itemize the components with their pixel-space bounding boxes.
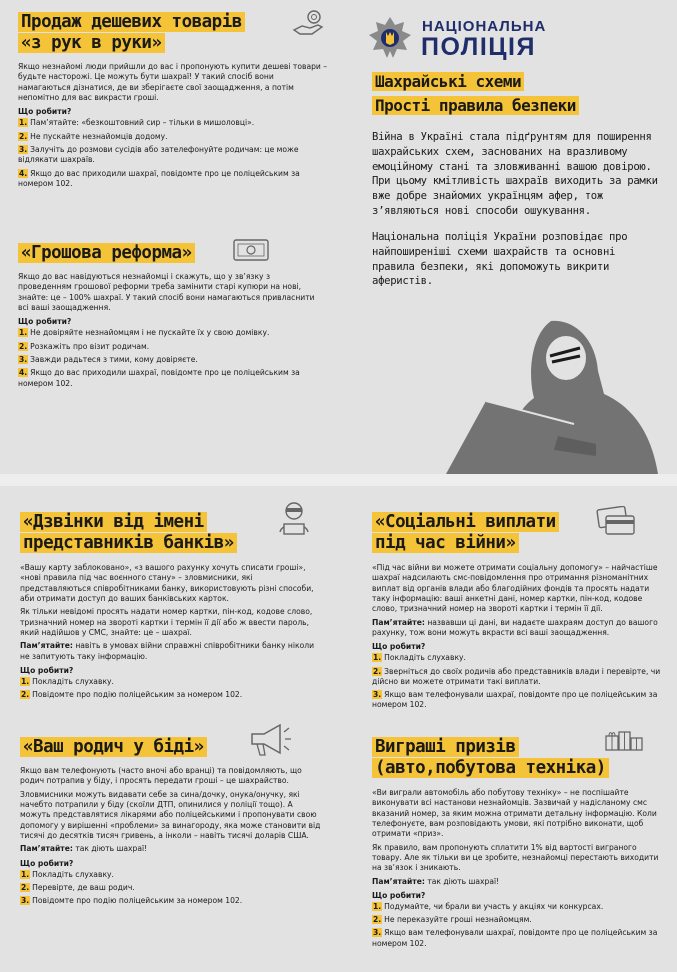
section-text: Як тільки невідомі просять надати номер картки, пін-код, кодове слово, тризначний номер на звороті картки і термін її дії або ж ввести пароль, який надійшов у СМС, знайте: це – шахраї. — [20, 607, 313, 637]
section-title: Продаж дешевих товарів «з рук в руки» — [18, 12, 328, 54]
list-item: 2. Перевірте, де ваш родич. — [21, 882, 135, 892]
list-item: 4. Якщо до вас приходили шахраї, повідомте про це поліцейським за номером 102. — [18, 168, 300, 188]
what-to-do-label: Що робити? — [20, 858, 74, 868]
list-item: 1. Покладіть слухавку. — [21, 676, 114, 686]
intro-title: Шахрайські схеми Прості правила безпеки — [372, 70, 662, 118]
gift-boxes-icon — [604, 726, 644, 752]
list-item: 2. Не пускайте незнайомців додому. — [19, 131, 168, 141]
list-item: 1. Не довіряйте незнайомцям і не пускайте їх у свою домівку. — [19, 328, 270, 338]
reform-list — [18, 328, 318, 389]
list-item: 1. Покладіть слухавку. — [21, 869, 114, 879]
logo-line2: ПОЛІЦІЯ — [421, 33, 536, 61]
section-social-payments — [372, 512, 664, 714]
section-text: Якщо вам телефонують (часто вночі або вранці) та повідомляють, що родич потрапив у біду, і просять передати гроші – це шахрайство. — [20, 766, 302, 786]
remember-note: Пам’ятайте: навіть в умовах війни справжні співробітники банку ніколи не запитують таку інформацію. — [20, 641, 315, 661]
intro-paragraph-1: Війна в Україні стала підґрунтям для поширення шахрайських схем, заснованих на вразливому емоційному стані та зловживанні вашою довірою. При цьому кмітливість шахраїв виходить за рамки вже добре знайомих українцям афер, тож з’являються нові способи ошукування. — [372, 131, 658, 218]
list-item: 4. Якщо до вас приходили шахраї, повідомте про це поліцейським за номером 102. — [18, 368, 300, 388]
section-divider — [0, 474, 677, 486]
intro-block — [372, 70, 662, 289]
top-half — [0, 0, 677, 474]
list-item: 3. Залучіть до розмови сусідів або зателефонуйте родичам: це може відлякати шахраїв. — [18, 144, 299, 165]
list-item: 1. Покладіть слухавку. — [373, 653, 466, 663]
what-to-do-label: Що робити? — [20, 665, 74, 675]
list-item: 1. Подумайте, чи брали ви участь у акціях чи конкурсах. — [373, 901, 604, 911]
remember-note: Пам’ятайте: назвавши ці дані, ви надаєте шахраям доступ до вашого рахунку, тож вони можуть вкрасти всі ваші заощадження. — [372, 617, 658, 637]
banknote-icon — [232, 236, 272, 264]
police-logo — [368, 16, 628, 60]
section-text: «Ви виграли автомобіль або побутову техніку» – не поспішайте виконувати всі настанови незнайомців. Зазвичай у надісланому смс вказаний номер, за яким можна отримати детальну інформацію. Коли телефонуєте, вам розповідають умови, які потрібно виконати, щоб отримати «приз». — [372, 788, 657, 839]
section-prize-wins — [372, 737, 664, 952]
section-text: «Вашу карту заблоковано», «з вашого рахунку хочуть списати гроші», «нові правила під час воєнного стану» – зловмисники, які представляються співробітниками банку, використовують різні способи, аби отримати доступ до ваших банківських карток. — [20, 563, 314, 603]
megaphone-icon — [246, 722, 292, 758]
section-text: Зловмисники можуть видавати себе за сина/дочку, онука/онучку, які начебто потрапили у біду (скоїли ДТП, опинилися у поліції тощо). А можуть представлятися лікарями або поліцейськими і пропонувати свою допомогу у вирішенні «проблеми» за винагороду, яка може становити від тисячі до десятків тисяч гривень, а інколи – навіть тисячі доларів США. — [20, 789, 321, 840]
logo-line1: НАЦІОНАЛЬНА — [422, 18, 547, 35]
list-item: 2. Повідомте про подію поліцейським за номером 102. — [21, 690, 243, 700]
hand-coins-icon — [292, 8, 326, 38]
what-to-do-label: Що робити? — [18, 107, 72, 117]
section-money-reform — [18, 243, 318, 392]
list-item: 2. Зверніться до своїх родичів або представників влади і перевірте, чи дійсно ви можете отримати такі виплати. — [372, 666, 661, 686]
section-text: Якщо до вас навідуються незнайомці і скажуть, що у зв’язку з проведенням грошової реформи треба замінити старі купюри на нові, знайте: це – 100% шахраї. У такий спосіб вони намагаються привласнити всі ваші заощадження. — [18, 272, 315, 312]
section-title: «Соціальні виплати під час війни» — [372, 512, 664, 554]
what-to-do-label: Що робити? — [372, 890, 426, 900]
list-item: 1. Пам’ятайте: «безкоштовний сир – тільки в мишоловці». — [19, 118, 255, 128]
list-item: 3. Повідомте про подію поліцейським за номером 102. — [21, 896, 243, 906]
section-text: «Під час війни ви можете отримати соціальну допомогу» – найчастіше шахраї надсилають смс-повідомлення про отримання різноманітних виплат від органів влади або благодійних фондів та просять надати таку інформацію: ваші анкетні дані, номер картки, пін-код, кодове слово, тризначний номер на звороті картки і термін її дії. — [372, 563, 658, 614]
section-bank-calls — [20, 512, 325, 703]
bottom-half — [0, 486, 677, 972]
list-item: 3. Якщо вам телефонували шахраї, повідомте про це поліцейським за номером 102. — [372, 928, 658, 948]
remember-note: Пам’ятайте: так діють шахраї! — [20, 844, 148, 854]
section-text: Як правило, вам пропонують сплатити 1% від вартості виграного товару. Але як тільки ви це зробите, незнайомці перестають виходити на зв’язок і зникають. — [372, 842, 659, 873]
section-cheap-goods — [18, 12, 328, 192]
list-item: 3. Завжди радьтеся з тими, кому довіряєте. — [19, 354, 198, 364]
section-title: «Грошова реформа» — [18, 243, 318, 264]
hacker-illustration — [446, 316, 662, 474]
intro-paragraph-2: Національна поліція України розповідає про найпоширеніші схеми шахрайств та основні правила безпеки, які допоможуть викрити аферистів. — [372, 230, 628, 288]
what-to-do-label: Що робити? — [372, 642, 426, 652]
section-text: Якщо незнайомі люди прийшли до вас і пропонують купити дешеві товари – будьте насторожі. Це можуть бути шахраї! У такий спосіб вони намагаються дізнатися, де ви зберігаєте свої заощадження, а потім непомітно для вас викрасти гроші. — [18, 62, 328, 102]
what-to-do-label: Що робити? — [18, 317, 72, 327]
section-title: Виграші призів (авто,побутова техніка) — [372, 737, 664, 779]
list-item: 2. Розкажіть про візит родичам. — [19, 341, 150, 351]
section-relative-in-trouble — [20, 737, 325, 909]
cards-icon — [594, 506, 638, 536]
list-item: 2. Не переказуйте гроші незнайомцям. — [373, 915, 532, 925]
section-title: «Дзвінки від імені представників банків» — [20, 512, 325, 554]
police-star-icon — [368, 16, 412, 60]
remember-note: Пам’ятайте: так діють шахраї! — [372, 876, 500, 886]
list-item: 3. Якщо вам телефонували шахраї, повідомте про це поліцейським за номером 102. — [372, 690, 658, 710]
cheap-list — [18, 118, 328, 189]
section-title: «Ваш родич у біді» — [20, 737, 325, 758]
thief-laptop-icon — [276, 500, 312, 538]
